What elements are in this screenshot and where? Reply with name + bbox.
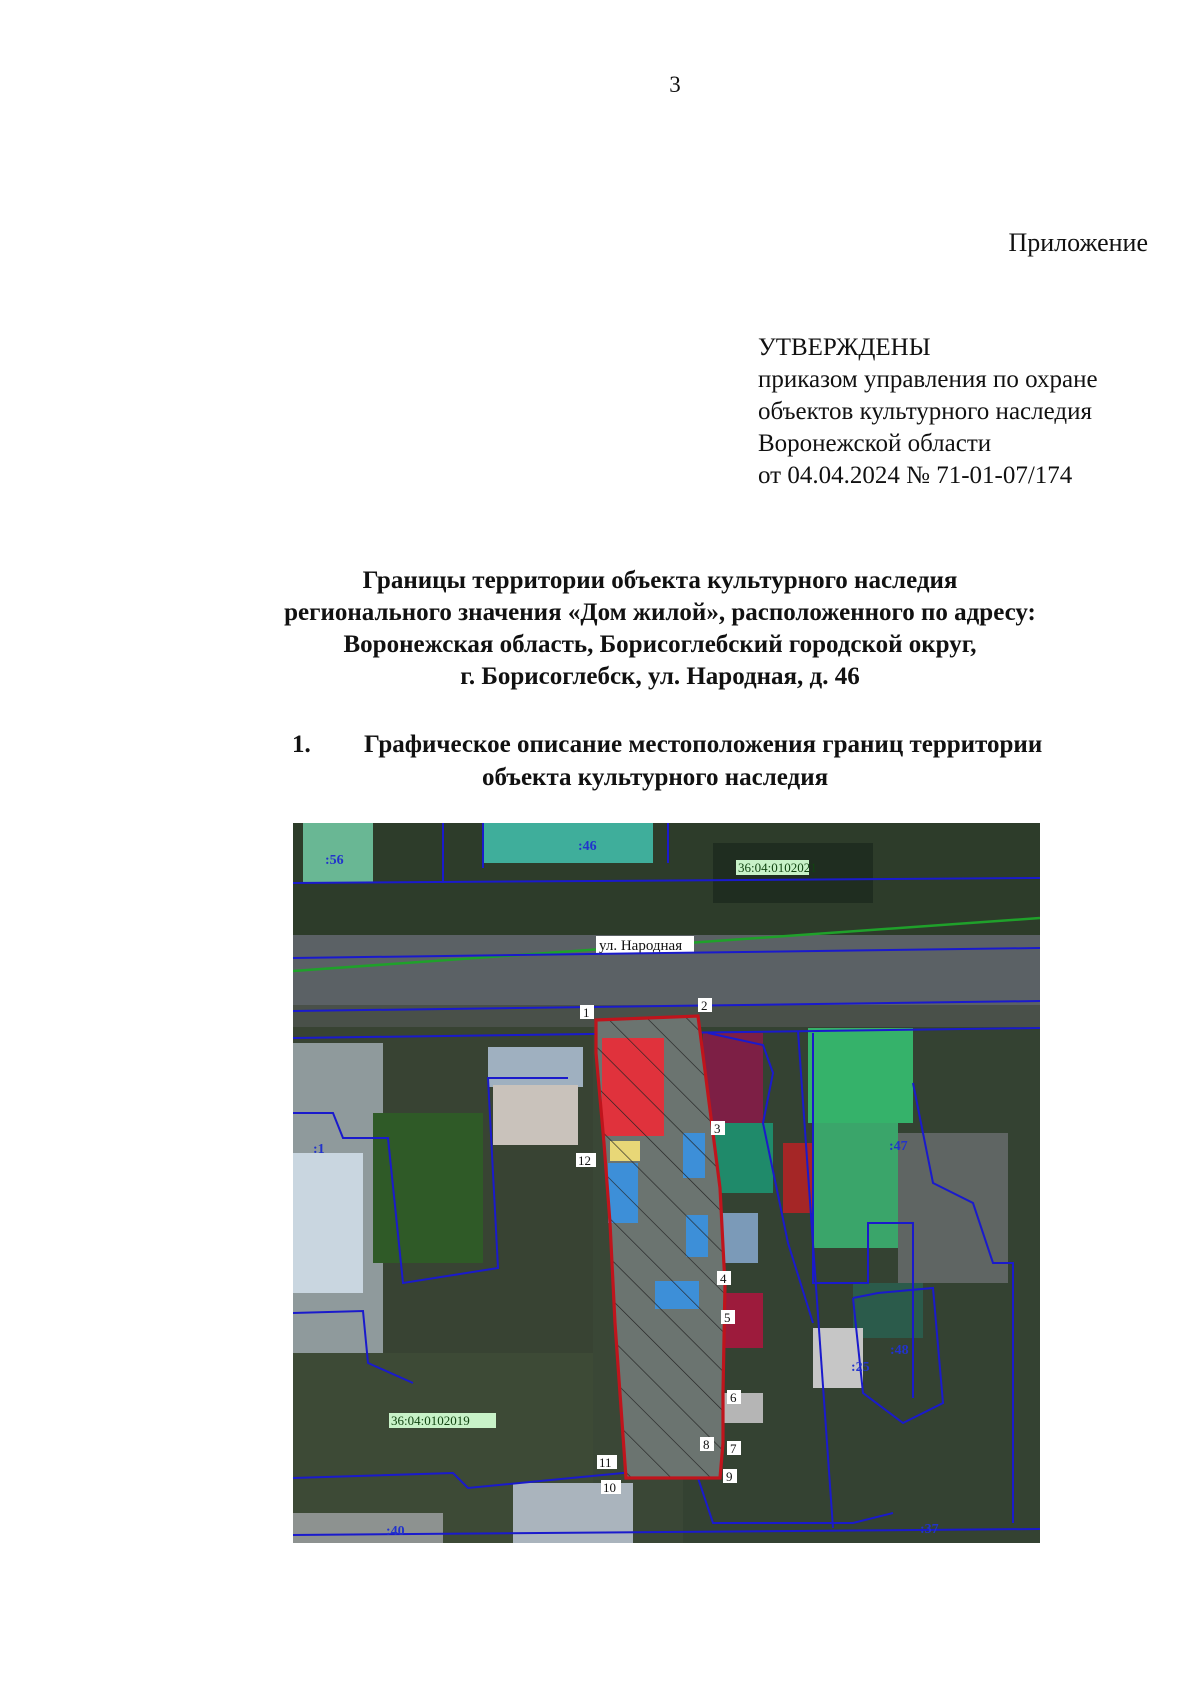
- point-label: 1: [583, 1005, 590, 1020]
- point-label: 9: [726, 1469, 733, 1484]
- parcel-label: :46: [578, 839, 597, 854]
- approval-block: [758, 332, 1098, 492]
- section-title-line2: объекта культурного наследия: [482, 764, 829, 791]
- parcel-label: :47: [889, 1139, 908, 1154]
- roof: [813, 1123, 898, 1248]
- point-label: 12: [578, 1153, 591, 1168]
- quarter-label: 36:04:0102019: [391, 1413, 470, 1428]
- approval-line: Воронежской области: [758, 430, 992, 457]
- parcel-label: :48: [890, 1343, 909, 1358]
- page-number: 3: [669, 72, 681, 97]
- point-label: 4: [720, 1271, 727, 1286]
- approval-heading: УТВЕРЖДЕНЫ: [758, 334, 931, 361]
- title-line: г. Борисоглебск, ул. Народная, д. 46: [460, 663, 860, 690]
- point-label: 3: [714, 1121, 721, 1136]
- approval-line: объектов культурного наследия: [758, 398, 1092, 425]
- approval-line: приказом управления по охране: [758, 366, 1098, 393]
- point-label: 7: [730, 1441, 737, 1456]
- document-title: [0, 565, 1200, 693]
- point-label: 5: [724, 1310, 731, 1325]
- approval-line: от 04.04.2024 № 71-01-07/174: [758, 462, 1073, 489]
- roof: [488, 1047, 583, 1087]
- title-line: Воронежская область, Борисоглебский городской округ,: [343, 631, 977, 658]
- section-heading: [292, 728, 1042, 794]
- parcel-label: :1: [313, 1142, 325, 1157]
- trees: [373, 1113, 483, 1263]
- roof: [293, 1513, 443, 1543]
- boundary-map: [293, 823, 1040, 1543]
- parcel-label: :56: [325, 853, 344, 868]
- point-label: 2: [701, 998, 708, 1013]
- appendix-label: Приложение: [1008, 228, 1148, 257]
- quarter-label: 36:04:0102021: [738, 860, 817, 875]
- title-line: Границы территории объекта культурного наследия: [362, 567, 958, 594]
- roof: [808, 1028, 913, 1123]
- section-title-line1: Графическое описание местоположения границ территории: [364, 731, 1043, 758]
- title-line: регионального значения «Дом жилой», расположенного по адресу:: [284, 599, 1036, 626]
- point-label: 11: [599, 1455, 612, 1470]
- parcel-label: :25: [851, 1360, 870, 1375]
- roof: [483, 823, 653, 863]
- point-label: 6: [730, 1390, 737, 1405]
- point-label: 10: [603, 1480, 616, 1495]
- point-label: 8: [703, 1437, 710, 1452]
- roof: [493, 1085, 578, 1145]
- parcel-label: :37: [920, 1522, 939, 1537]
- street-label: ул. Народная: [599, 938, 683, 954]
- parcel-label: :40: [386, 1524, 405, 1539]
- roof: [293, 1153, 363, 1293]
- section-number: 1.: [292, 731, 311, 758]
